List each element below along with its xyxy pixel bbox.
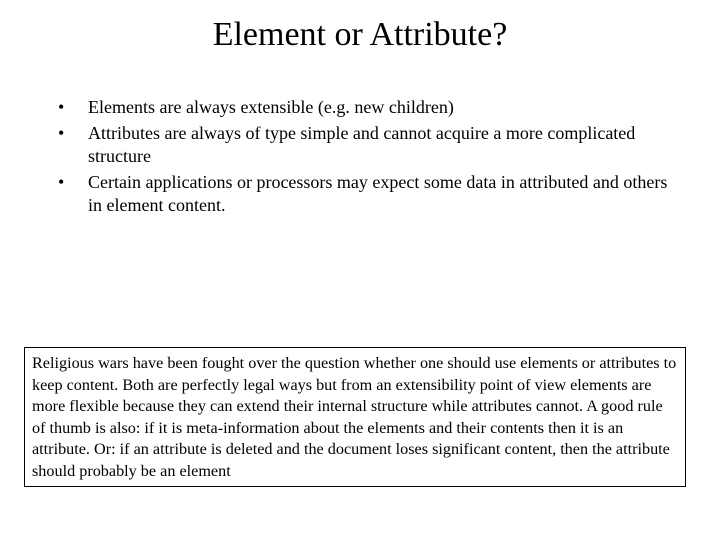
bullet-item bbox=[52, 96, 672, 119]
bullet-icon: • bbox=[58, 172, 65, 192]
bullet-text: Attributes are always of type simple and cannot acquire a more complicated structure bbox=[88, 123, 636, 166]
bullet-text: Certain applications or processors may expect some data in attributed and others in element content. bbox=[88, 172, 668, 215]
bullet-list bbox=[52, 96, 672, 220]
note-text: Religious wars have been fought over the question whether one should use elements or attributes to keep content. Both are perfectly legal ways but from an extensibility point of view elements are more flexible because they can extend their internal structure while attributes cannot. A good rule of thumb is also: if it is meta-information about the elements and their contents then it is an attribute. Or: if an attribute is deleted and the document loses significant content, then the attribute should probably be an element bbox=[32, 354, 677, 480]
bullet-icon: • bbox=[58, 97, 65, 117]
note-box bbox=[24, 347, 686, 487]
bullet-text: Elements are always extensible (e.g. new children) bbox=[88, 97, 454, 117]
bullet-item bbox=[52, 122, 672, 168]
slide-title: Element or Attribute? bbox=[212, 16, 508, 53]
bullet-item bbox=[52, 171, 672, 217]
bullet-icon: • bbox=[58, 123, 65, 143]
